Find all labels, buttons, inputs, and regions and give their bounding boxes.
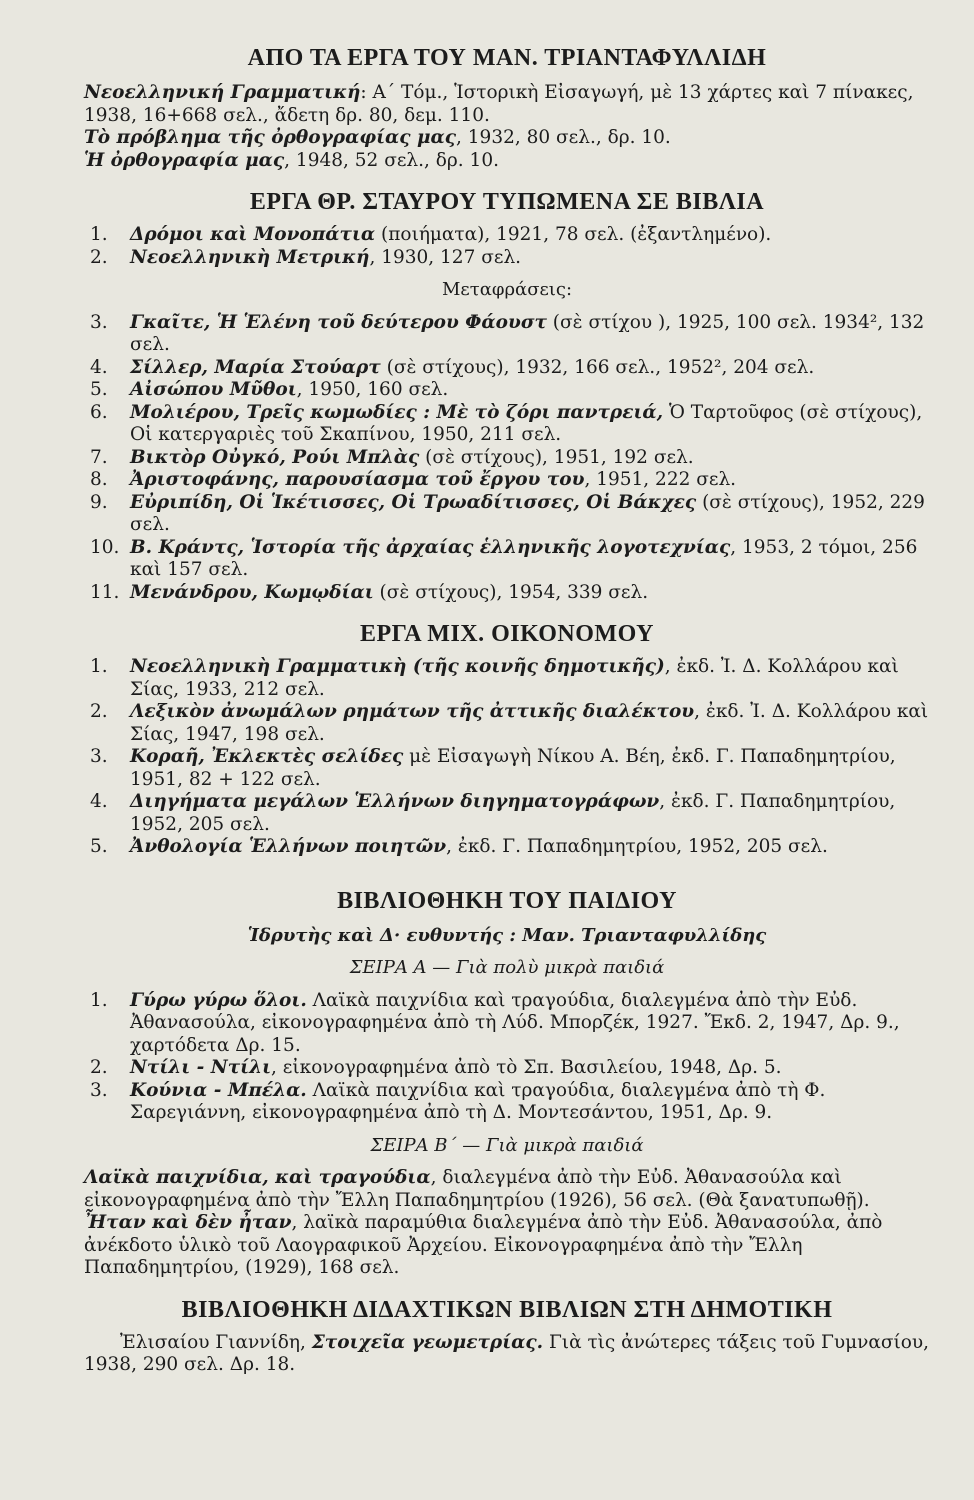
list-item: 6. Μολιέρου, Τρεῖς κωμωδίες : Μὲ τὸ ζόρι παντρειά, Ὁ Ταρτοῦφος (σὲ στίχους), Οἱ κατεργαριὲς τοῦ Σκαπίνου, 1950, 211 σελ. — [90, 401, 923, 445]
section-title-stavrou: ΕΡΓΑ ΘΡ. ΣΤΑΥΡΟΥ ΤΥΠΩΜΕΝΑ ΣΕ ΒΙΒΛΙΑ — [249, 189, 765, 215]
list-item: 3. Γκαῖτε, Ἡ Ἑλένη τοῦ δεύτερου Φάουστ (σὲ στίχου ), 1925, 100 σελ. 1934², 132 σελ. — [90, 311, 925, 355]
series-b-heading: ΣΕΙΡΑ Β΄ — Γιὰ μικρὰ παιδιά — [370, 1134, 644, 1156]
list-item: 3. Κοραῆ, Ἐκλεκτὲς σελίδες μὲ Εἰσαγωγὴ Νίκου Α. Βέη, ἐκδ. Γ. Παπαδημητρίου, 1951, 82 + 122 σελ. — [90, 746, 896, 790]
list-item: 4. Σίλλερ, Μαρία Στούαρτ (σὲ στίχους), 1932, 166 σελ., 1952², 204 σελ. — [90, 356, 815, 378]
list-item: 3. Κούνια - Μπέλα. Λαϊκὰ παιχνίδια καὶ τραγούδια, διαλεγμένα ἀπὸ τὴ Φ. Σαρεγιάννη, εἰκονογραφημένα ἀπὸ τὴ Δ. Μοντεσάντου, 1951, Δρ. 9. — [90, 1079, 826, 1123]
section-title-paidiou: ΒΙΒΛΙΟΘΗΚΗ ΤΟΥ ΠΑΙΔΙΟΥ — [337, 887, 677, 914]
list-item: 2. Ντίλι - Ντίλι, εἰκονογραφημένα ἀπὸ τὸ Σπ. Βασιλείου, 1948, Δρ. 5. — [90, 1057, 782, 1078]
oikonomou-list — [84, 656, 930, 859]
stavrou-list — [84, 224, 930, 269]
page-content — [84, 44, 930, 1377]
series-b-entry: Λαϊκὰ παιχνίδια, καὶ τραγούδια, διαλεγμένα ἀπὸ τὴν Εὐδ. Ἀθανασούλα καὶ εἰκονογραφημένα ἀπὸ τὴν Ἔλλη Παπαδημητρίου (1926), 56 σελ. (Θὰ ξανατυπωθῇ). — [84, 1167, 870, 1211]
didaktikon-entry: Ἐλισαίου Γιαννίδη, Στοιχεῖα γεωμετρίας. Γιὰ τὶς ἀνώτερες τάξεις τοῦ Γυμνασίου, 1938, 290 σελ. Δρ. 18. — [84, 1331, 930, 1375]
translations-label: Μεταφράσεις: — [441, 279, 573, 300]
list-item: 2. Λεξικὸν ἀνωμάλων ρημάτων τῆς ἀττικῆς διαλέκτου, ἐκδ. Ἰ. Δ. Κολλάρου καὶ Σίας, 1947, 198 σελ. — [90, 701, 929, 745]
section-title-oikonomou: ΕΡΓΑ ΜΙΧ. ΟΙΚΟΝΟΜΟΥ — [360, 621, 654, 647]
list-item: 5. Ἀνθολογία Ἑλλήνων ποιητῶν, ἐκδ. Γ. Παπαδημητρίου, 1952, 205 σελ. — [90, 836, 828, 857]
founder-line: Ἱδρυτὴς καὶ Δ· ευθυντής : Μαν. Τριανταφυλλίδης — [247, 924, 767, 946]
list-item: 7. Βικτὸρ Οὐγκό, Ρούι Μπλὰς (σὲ στίχους), 1951, 192 σελ. — [90, 446, 694, 468]
list-item: 1. Νεοελληνικὴ Γραμματικὴ (τῆς κοινῆς δημοτικῆς), ἐκδ. Ἰ. Δ. Κολλάρου καὶ Σίας, 1933, 212 σελ. — [90, 656, 899, 700]
section-title-triantafyllidis: ΑΠΟ ΤΑ ΕΡΓΑ ΤΟΥ ΜΑΝ. ΤΡΙΑΝΤΑΦΥΛΛΙΔΗ — [247, 45, 767, 71]
list-item: 2. Νεοελληνικὴ Μετρική, 1930, 127 σελ. — [90, 246, 522, 268]
list-item: 4. Διηγήματα μεγάλων Ἑλλήνων διηγηματογράφων, ἐκδ. Γ. Παπαδημητρίου, 1952, 205 σελ. — [90, 791, 896, 835]
triantafyllidis-entries — [84, 82, 930, 172]
section-title-didaktikon: ΒΙΒΛΙΟΘΗΚΗ ΔΙΔΑΧΤΙΚΩΝ ΒΙΒΛΙΩΝ ΣΤΗ ΔΗΜΟΤΙΚΗ — [181, 1296, 833, 1323]
series-a-heading: ΣΕΙΡΑ Α — Γιὰ πολὺ μικρὰ παιδιά — [349, 957, 665, 978]
entry: Ἡ ὀρθογραφία μας, 1948, 52 σελ., δρ. 10. — [84, 149, 499, 171]
list-item: 11. Μενάνδρου, Κωμῳδίαι (σὲ στίχους), 1954, 339 σελ. — [90, 581, 649, 603]
list-item: 1. Γύρω γύρω ὅλοι. Λαϊκὰ παιχνίδια καὶ τραγούδια, διαλεγμένα ἀπὸ τὴν Εὐδ. Ἀθανασούλα, εἰκονογραφημένα ἀπὸ τὴ Λύδ. Μπορζέκ, 1927. Ἔκδ. 2, 1947, Δρ. 9., χαρτόδετα Δρ. 15. — [90, 989, 900, 1056]
entry: Τὸ πρόβλημα τῆς ὀρθογραφίας μας, 1932, 80 σελ., δρ. 10. — [84, 127, 671, 148]
list-item: 10. Β. Κράντς, Ἱστορία τῆς ἀρχαίας ἑλληνικῆς λογοτεχνίας, 1953, 2 τόμοι, 256 καὶ 157 σελ. — [90, 536, 918, 580]
list-item: 9. Εὐριπίδη, Οἱ Ἱκέτισσες, Οἱ Τρωαδίτισσες, Οἱ Βάκχες (σὲ στίχους), 1952, 229 σελ. — [90, 491, 925, 535]
entry: Νεοελληνική Γραμματική: Α΄ Τόμ., Ἱστορικὴ Εἰσαγωγή, μὲ 13 χάρτες καὶ 7 πίνακες, 1938, 16+668 σελ., ἄδετη δρ. 80, δεμ. 110. — [84, 82, 914, 126]
series-a-list — [84, 990, 930, 1125]
series-b-entry: Ἦταν καὶ δὲν ἦταν, λαϊκὰ παραμύθια διαλεγμένα ἀπὸ τὴν Εὐδ. Ἀθανασούλα, ἀπὸ ἀνέκδοτο ὑλικὸ τοῦ Λαογραφικοῦ Ἀρχείου. Εἰκονογραφημένα ἀπὸ τὴν Ἔλλη Παπαδημητρίου, (1929), 168 σελ. — [84, 1212, 883, 1278]
list-item: 5. Αἰσώπου Μῦθοι, 1950, 160 σελ. — [90, 379, 449, 400]
list-item: 8. Ἀριστοφάνης, παρουσίασμα τοῦ ἔργου του, 1951, 222 σελ. — [90, 469, 737, 490]
list-item: 1. Δρόμοι καὶ Μονοπάτια (ποιήματα), 1921, 78 σελ. (ἐξαντλημένο). — [90, 224, 772, 245]
translations-list — [84, 312, 930, 605]
